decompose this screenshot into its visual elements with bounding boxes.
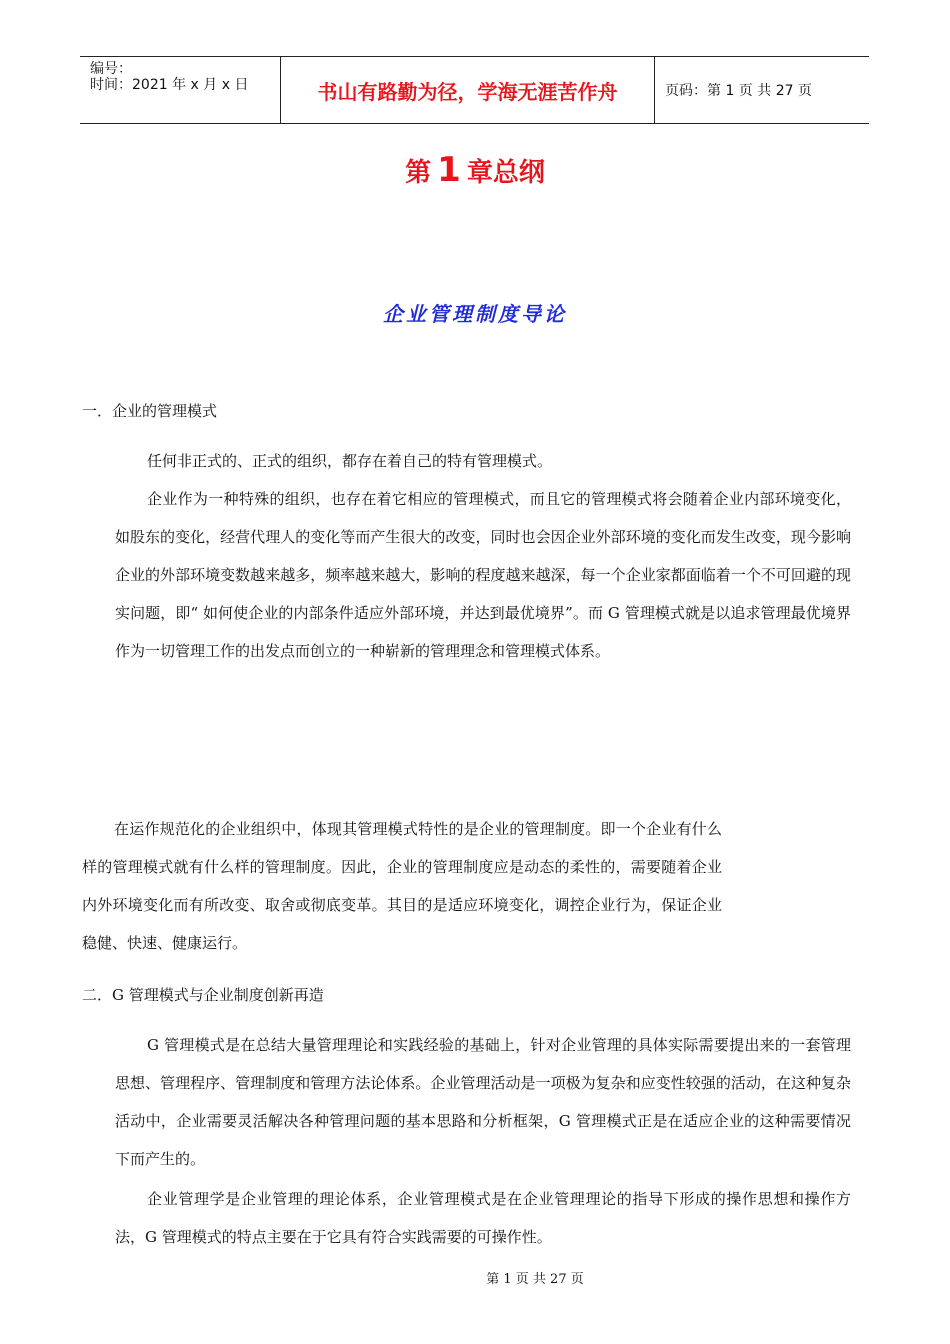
chapter-suffix: 章总纲 <box>466 158 545 188</box>
section-1-para-2: 企业作为一种特殊的组织，也存在着它相应的管理模式，而且它的管理模式将会随着企业内部环境变化，如股东的变化，经营代理人的变化等而产生很大的改变，同时也会因企业外部环境的变化而发生改变，现今影响企业的外部环境变数越来越多，频率越来越大，影响的程度越来越深，每一个企业家都面临着一个不可回避的现实问题，即“ 如何使企业的内部条件适应外部环境，并达到最优境界”。而 G 管理模式就是以追求管理最优境界作为一切管理工作的出发点而创立的一种崭新的管理理念和管理模式体系。 <box>115 490 851 660</box>
header-time: 时间：2021 年 x 月 x 日 <box>90 77 249 93</box>
section-1-para-3: 在运作规范化的企业组织中，体现其管理模式特性的是企业的管理制度。即一个企业有什么样的管理模式就有什么样的管理制度。因此，企业的管理制度应是动态的柔性的，需要随着企业内外环境变化而有所改变、取舍或彻底变革。其目的是适应环境变化，调控企业行为，保证企业稳健、快速、健康运行。 <box>82 820 722 952</box>
page-header <box>80 56 869 124</box>
header-motto: 书山有路勤为径，学海无涯苦作舟 <box>281 57 655 123</box>
section-2-para-1: G 管理模式是在总结大量管理理论和实践经验的基础上，针对企业管理的具体实际需要提出来的一套管理思想、管理程序、管理制度和管理方法论体系。企业管理活动是一项极为复杂和应变性较强的活动，在这种复杂活动中，企业需要灵活解决各种管理问题的基本思路和分析框架，G 管理模式正是在适应企业的这种需要情况下而产生的。 <box>115 1036 851 1168</box>
header-number: 编号： <box>90 61 132 77</box>
section-2-para-2: 企业管理学是企业管理的理论体系，企业管理模式是在企业管理理论的指导下形成的操作思想和操作方法，G 管理模式的特点主要在于它具有符合实践需要的可操作性。 <box>115 1190 851 1246</box>
section-1-para-1: 任何非正式的、正式的组织，都存在着自己的特有管理模式。 <box>147 452 553 470</box>
section-2-heading: 二．G 管理模式与企业制度创新再造 <box>82 986 324 1004</box>
section-subtitle: 企业管理制度导论 <box>383 302 567 326</box>
chapter-number: 1 <box>437 150 461 190</box>
chapter-title <box>0 150 950 190</box>
section-1-heading: 一．企业的管理模式 <box>82 402 218 420</box>
chapter-prefix: 第 <box>405 158 432 188</box>
header-meta <box>80 57 281 123</box>
header-page: 页码：第 1 页 共 27 页 <box>665 83 812 99</box>
page-footer: 第 1 页 共 27 页 <box>486 1272 584 1287</box>
